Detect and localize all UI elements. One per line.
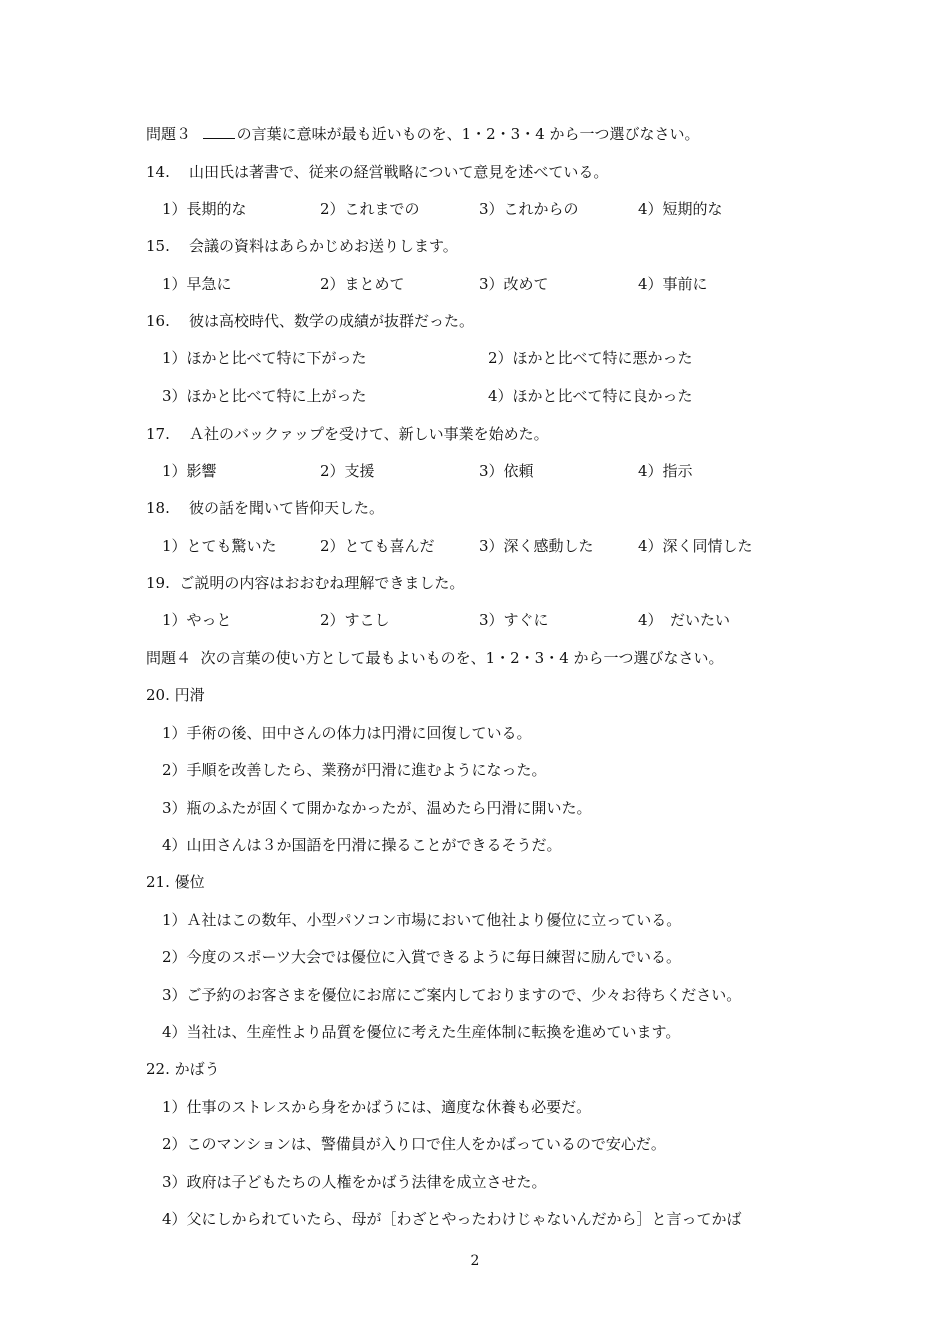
q22-option-2: 2）このマンションは、警備員が入り口で住人をかばっているので安心だ。 — [162, 1135, 666, 1153]
q17-option-1: 1）影響 — [162, 462, 217, 480]
q18-option-3: 3）深く感動した — [479, 537, 594, 555]
question-19: 19. ご説明の内容はおおむね理解できました。 — [146, 574, 465, 592]
section-3-instruction: の言葉に意味が最も近いものを、1・2・3・4 から一つ選びなさい。 — [236, 125, 700, 143]
page-number: 2 — [470, 1253, 480, 1269]
q20-option-2: 2）手順を改善したら、業務が円滑に進むようになった。 — [162, 761, 547, 779]
q14-option-2: 2）これまでの — [320, 200, 420, 218]
question-16: 16. 彼は高校時代、数学の成績が抜群だった。 — [146, 312, 474, 330]
q16-option-1: 1）ほかと比べて特に下がった — [162, 349, 367, 367]
question-text: 会議の資料はあらかじめお送りします。 — [188, 237, 458, 255]
q18-option-4: 4）深く同情した — [638, 537, 753, 555]
q18-option-1: 1）とても驚いた — [162, 537, 277, 555]
q20-option-4: 4）山田さんは３か国語を円滑に操ることができるそうだ。 — [162, 836, 562, 854]
q15-option-1: 1）早急に — [162, 275, 232, 293]
q19-option-4: 4） だいたい — [638, 611, 731, 629]
q14-option-3: 3）これからの — [479, 200, 579, 218]
section-4-instruction: 次の言葉の使い方として最もよいものを、1・2・3・4 から一つ選びなさい。 — [200, 649, 724, 667]
q20-option-1: 1）手術の後、田中さんの体力は円滑に回復している。 — [162, 724, 532, 742]
question-text: 彼の話を聞いて皆仰天した。 — [188, 499, 384, 517]
q17-option-4: 4）指示 — [638, 462, 693, 480]
q22-option-1: 1）仕事のストレスから身をかばうには、適度な休養も必要だ。 — [162, 1098, 592, 1116]
section-4-label: 問題４ — [146, 649, 192, 667]
question-17: 17. Ａ社のバックァップを受けて、新しい事業を始めた。 — [146, 425, 549, 443]
q17-option-3: 3）依頼 — [479, 462, 534, 480]
question-text: 山田氏は著書で、従来の経営戦略について意見を述べている。 — [188, 163, 609, 181]
q16-option-4: 4）ほかと比べて特に良かった — [488, 387, 693, 405]
q15-option-4: 4）事前に — [638, 275, 708, 293]
section-3-header — [146, 124, 700, 144]
question-15: 15. 会議の資料はあらかじめお送りします。 — [146, 237, 458, 255]
question-22-heading: 22. かばう — [146, 1060, 220, 1078]
q16-option-3: 3）ほかと比べて特に上がった — [162, 387, 367, 405]
section-3-label: 問題３ — [146, 125, 192, 143]
q17-option-2: 2）支援 — [320, 462, 375, 480]
q19-option-3: 3）すぐに — [479, 611, 549, 629]
q21-option-3: 3）ご予約のお客さまを優位にお席にご案内しておりますので、少々お待ちください。 — [162, 986, 742, 1004]
q21-option-1: 1）Ａ社はこの数年、小型パソコン市場において他社より優位に立っている。 — [162, 911, 682, 929]
q18-option-2: 2）とても喜んだ — [320, 537, 435, 555]
question-20-heading: 20. 円滑 — [146, 686, 205, 704]
q21-option-4: 4）当社は、生産性より品質を優位に考えた生産体制に転換を進めています。 — [162, 1023, 681, 1041]
question-text: Ａ社のバックァップを受けて、新しい事業を始めた。 — [188, 425, 549, 443]
q14-option-1: 1）長期的な — [162, 200, 247, 218]
q14-option-4: 4）短期的な — [638, 200, 723, 218]
q15-option-3: 3）改めて — [479, 275, 549, 293]
question-21-heading: 21. 優位 — [146, 873, 205, 891]
underline-blank — [203, 124, 235, 139]
q20-option-3: 3）瓶のふたが固くて開かなかったが、温めたら円滑に開いた。 — [162, 799, 592, 817]
q19-option-2: 2）すこし — [320, 611, 390, 629]
question-18: 18. 彼の話を聞いて皆仰天した。 — [146, 499, 384, 517]
q22-option-3: 3）政府は子どもたちの人権をかばう法律を成立させた。 — [162, 1173, 547, 1191]
q16-option-2: 2）ほかと比べて特に悪かった — [488, 349, 693, 367]
question-14: 14. 山田氏は著書で、従来の経営戦略について意見を述べている。 — [146, 163, 609, 181]
section-4-header — [146, 648, 724, 668]
q21-option-2: 2）今度のスポーツ大会では優位に入賞できるように毎日練習に励んでいる。 — [162, 948, 681, 966]
q19-option-1: 1）やっと — [162, 611, 232, 629]
question-text: ご説明の内容はおおむね理解できました。 — [179, 574, 465, 592]
question-text: 彼は高校時代、数学の成績が抜群だった。 — [188, 312, 474, 330]
q22-option-4: 4）父にしかられていたら、母が［わざとやったわけじゃないんだから］と言ってかば — [162, 1210, 742, 1228]
q15-option-2: 2）まとめて — [320, 275, 405, 293]
